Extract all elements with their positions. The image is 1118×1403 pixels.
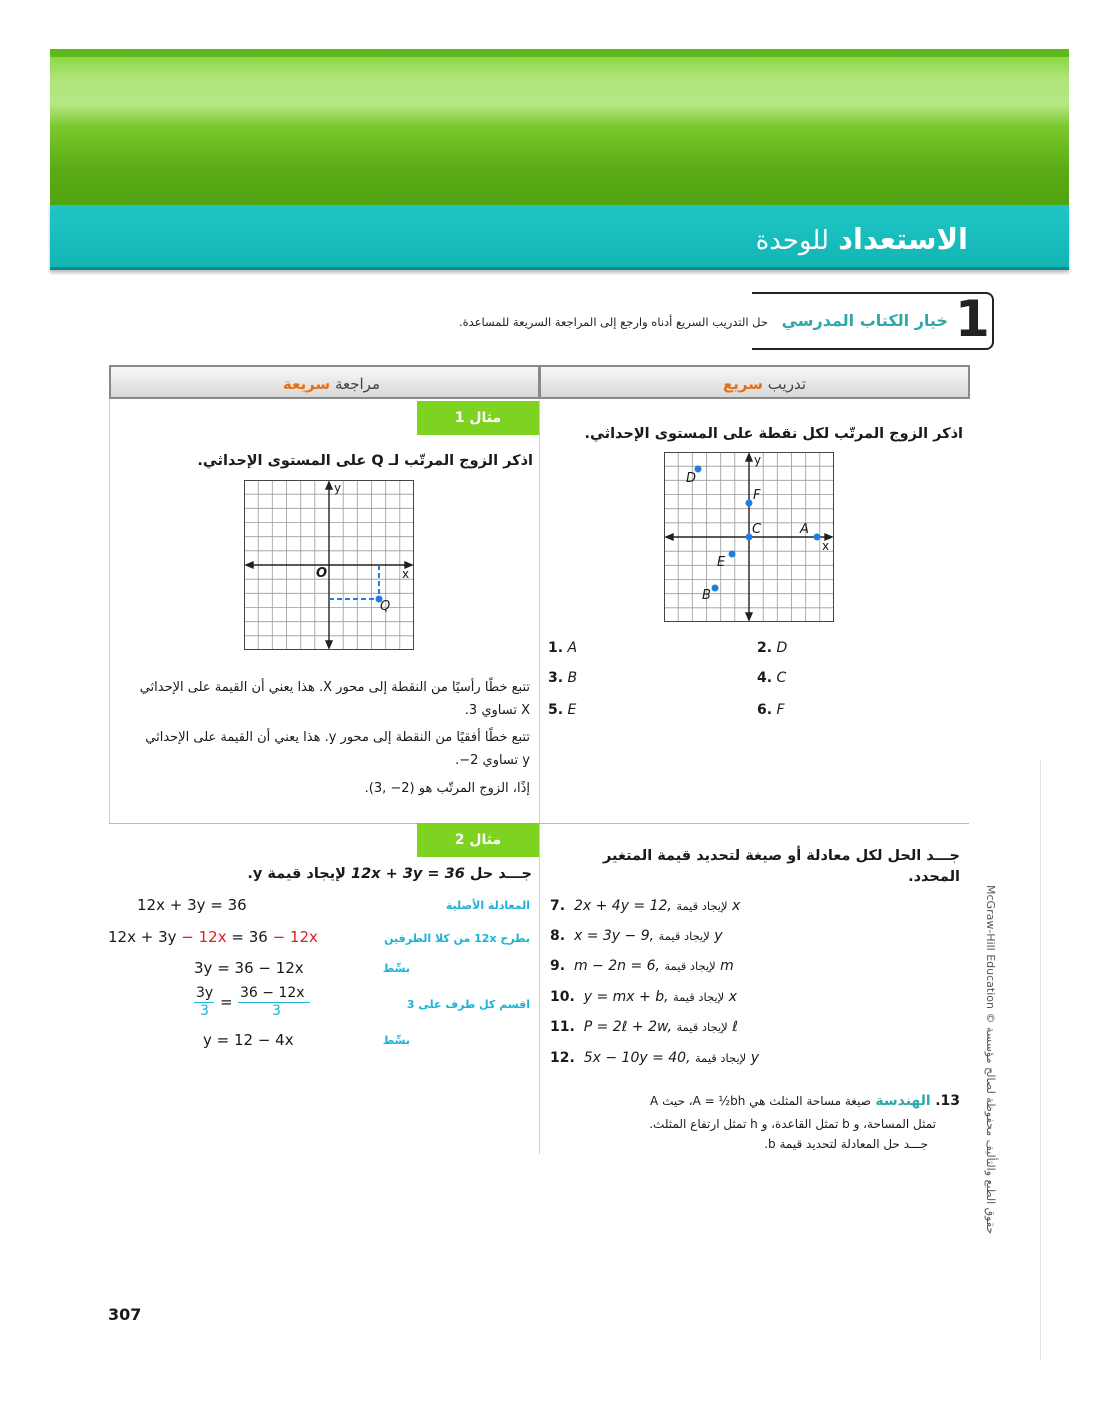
practice-1-label-D: D [686, 471, 697, 486]
example-2-step-5-eq: y = 12 − 4x [203, 1031, 294, 1049]
example-2-heading-suffix: لإيجاد قيمة y. [247, 866, 346, 882]
point-B [712, 585, 719, 592]
review-header-highlight: سريعة [282, 375, 331, 393]
practice-header-text [723, 375, 806, 393]
practice-1-y-label: y [754, 453, 762, 467]
practice-item: 11. P = 2ℓ + 2w, لإيجاد قيمة ℓ [550, 1019, 738, 1035]
example-2-heading-prefix: جـــد حل [469, 866, 532, 882]
example-2-step-note: بسِّط [382, 1034, 410, 1047]
example-1-graph [244, 480, 414, 650]
practice-header-prefix: تدريب [767, 375, 806, 393]
header-green-top-strip [50, 49, 1069, 57]
practice-item: 4. C [757, 670, 787, 686]
example-2-heading [247, 866, 532, 882]
example-1-paragraph-2: تتبع خطًا أفقيًا من النقطة إلى محور y. هذا يعني أن القيمة على الإحداثي y تساوي 2−. [145, 730, 530, 768]
practice-item: 7. 2x + 4y = 12, لإيجاد قيمة x [550, 898, 741, 914]
practice-item: 1. A [548, 640, 578, 656]
row-divider [109, 823, 969, 824]
example-1-tab: مثال 1 [417, 401, 539, 435]
practice-item: 12. 5x − 10y = 40, لإيجاد قيمة y [550, 1050, 759, 1066]
example-1-x-label: x [402, 567, 410, 581]
example-2-heading-equation: 12x + 3y = 36 [351, 866, 465, 882]
example-1-paragraph-1: تتبع خطًا رأسيًا من النقطة إلى محور X. هذا يعني أن القيمة على الإحداثي X تساوي 3. [139, 680, 530, 718]
page-title-bold: الاستعداد [838, 222, 968, 256]
review-header-text [283, 375, 380, 393]
equals-sign: = [220, 993, 233, 1011]
example-2-step-3-eq: 3y = 36 − 12x [194, 959, 304, 977]
example-2-step-2-eq: 12x + 3y − 12x = 36 − 12x [108, 928, 318, 946]
practice-column-header [539, 365, 970, 399]
review-header-prefix: مراجعة [334, 375, 380, 393]
example-2-step-note: المعادلة الأصلية [445, 899, 530, 912]
example-2-step-note: بطرح 12x من كلا الطرفين [384, 932, 530, 945]
practice-1-label-B: B [702, 588, 711, 603]
column-divider [539, 399, 540, 1154]
practice-1-x-label: x [822, 539, 830, 553]
copyright-vertical-text: McGraw-Hill Education © حقوق الطبع والتأليف محفوظة لصالح مؤسسة [984, 885, 997, 1235]
example-1-point-label: Q [380, 599, 391, 614]
practice-item: 5. E [548, 702, 577, 718]
practice-1-heading: اذكر الزوج المرتّب لكل نقطة على المستوى الإحداثي. [584, 426, 963, 442]
example-1-axes [246, 482, 412, 648]
example-2-step-note: اقسم كل طرف على 3 [406, 998, 530, 1011]
example-1-heading: اذكر الزوج المرتّب لـ Q على المستوى الإحداثي. [197, 453, 533, 469]
section-description: حل التدريب السريع أدناه وارجع إلى المراجعة السريعة للمساعدة. [458, 315, 768, 329]
example-1-origin-label: O [316, 566, 328, 581]
section-number: 1 [955, 290, 990, 348]
practice-item: 8. x = 3y − 9, لإيجاد قيمة y [550, 928, 723, 944]
practice-item: 10. y = mx + b, لإيجاد قيمة x [550, 989, 737, 1005]
practice-1-label-C: C [752, 522, 762, 537]
header-green-band [50, 49, 1069, 205]
point-A [814, 534, 821, 541]
right-margin-line [1040, 760, 1041, 1360]
practice-header-highlight: سريع [723, 375, 764, 393]
practice-item: 9. m − 2n = 6, لإيجاد قيمة m [550, 958, 734, 974]
practice-item: 6. F [757, 702, 785, 718]
practice-1-label-A: A [800, 522, 809, 537]
point-E [729, 551, 736, 558]
example-1-y-label: y [334, 481, 342, 495]
example-2-step-4-eq: 3y 3 = 36 − 12x 3 [194, 985, 314, 1021]
page-title-rest: للوحدة [755, 226, 829, 256]
section-label: خيار الكتاب المدرسي [781, 311, 948, 330]
left-edge-divider [109, 399, 110, 824]
example-2-step-note: بسِّط [382, 962, 410, 975]
practice-item: 3. B [548, 670, 578, 686]
page-title [756, 222, 968, 256]
practice-item-13: 13. الهندسة صيغة مساحة المثلث هي A = ½bh، حيث A [650, 1093, 960, 1109]
example-1-conclusion: إذًا، الزوج المرتّب هو (2− ,3). [364, 781, 530, 796]
practice-1-graph [664, 452, 834, 622]
practice-1-label-F: F [753, 488, 761, 503]
point-F [746, 500, 753, 507]
practice-item-13-line-3: جـــد حل المعادلة لتحديد قيمة b. [764, 1137, 928, 1151]
review-column-header [109, 365, 540, 399]
example-2-tab: مثال 2 [417, 823, 539, 857]
practice-item: 2. D [757, 640, 788, 656]
page-number: 307 [108, 1305, 142, 1324]
practice-2-heading: جـــد الحل لكل معادلة أو صيغة لتحديد قيمة المتغير المحدد. [603, 848, 960, 885]
practice-1-label-E: E [717, 555, 726, 570]
practice-item-13-line-2: تمثل المساحة، و b تمثل القاعدة، و h تمثل ارتفاع المثلث. [649, 1117, 936, 1131]
example-2-step-1-eq: 12x + 3y = 36 [137, 896, 247, 914]
